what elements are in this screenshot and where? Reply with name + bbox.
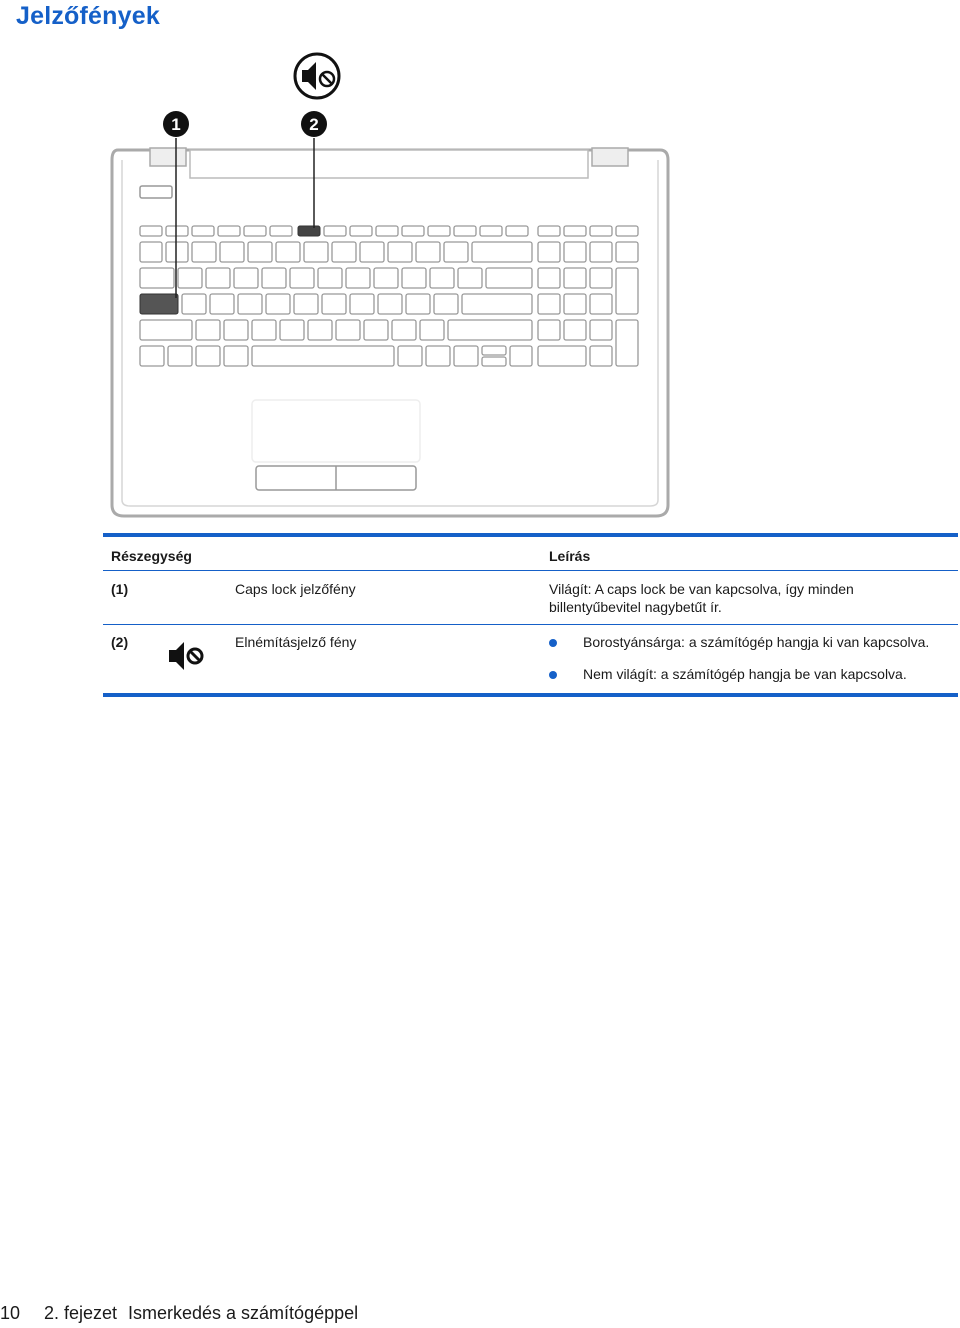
- bullet-dot: [549, 639, 557, 647]
- chapter-title: Ismerkedés a számítógéppel: [128, 1303, 359, 1323]
- table-row: [103, 571, 958, 624]
- caps-lock-key: [140, 294, 178, 314]
- page-number: 10: [0, 1303, 21, 1323]
- header-description: Leírás: [549, 548, 591, 564]
- table-bottom-rule: [103, 693, 958, 697]
- bullet-dot: [549, 671, 557, 679]
- row-number: (2): [111, 634, 129, 650]
- chapter-label: 2. fejezet: [44, 1303, 118, 1323]
- svg-text:1: 1: [171, 115, 181, 134]
- mute-key: [298, 226, 320, 236]
- mute-icon: [295, 54, 339, 98]
- row-name: Elnémításjelző fény: [235, 634, 357, 650]
- row-number: (1): [111, 581, 129, 597]
- table-row: [103, 625, 958, 693]
- keyboard-illustration: [0, 0, 960, 530]
- header-part: Részegység: [111, 548, 192, 564]
- table-header: [103, 537, 958, 570]
- callout-2: [301, 111, 327, 137]
- bullet-text: Borostyánsárga: a számítógép hangja ki van kapcsolva.: [583, 634, 930, 650]
- bullet-text: Nem világít: a számítógép hangja be van kapcsolva.: [583, 666, 907, 682]
- row-description: Világít: A caps lock be van kapcsolva, így minden billentyűbevitel nagybetűt ír.: [549, 581, 854, 615]
- callout-1: [163, 111, 189, 137]
- svg-text:2: 2: [309, 115, 319, 134]
- indicator-table: [103, 533, 958, 697]
- mute-icon: [167, 640, 205, 675]
- page-title: Jelzőfények: [16, 2, 160, 30]
- row-name: Caps lock jelzőfény: [235, 581, 356, 597]
